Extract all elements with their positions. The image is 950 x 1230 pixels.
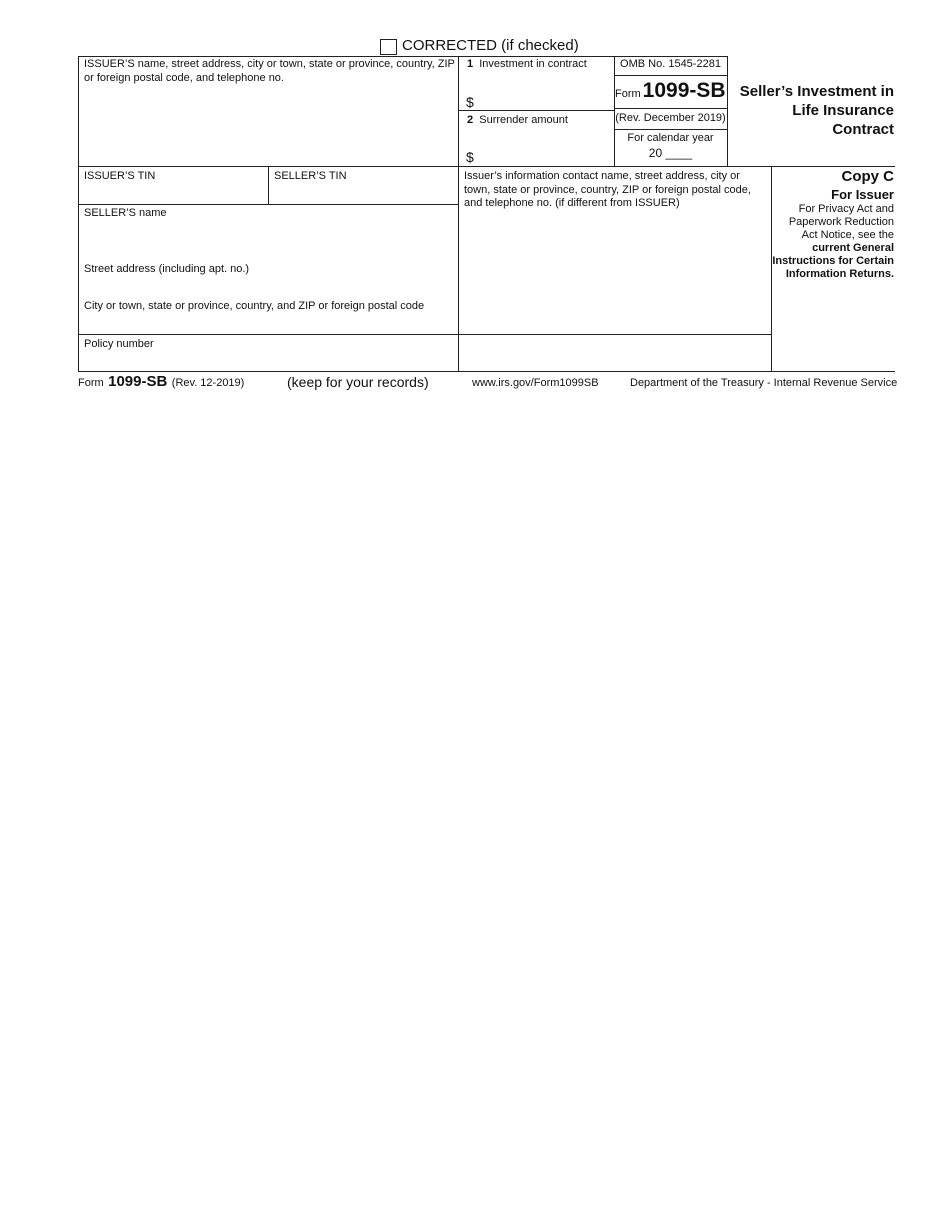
revision-date: (Rev. December 2019) [615, 112, 726, 124]
notice-line-5: Instructions for Certain [772, 255, 894, 267]
issuer-contact-input[interactable] [460, 212, 769, 332]
notice-line-1: For Privacy Act and [798, 203, 894, 215]
footer-department: Department of the Treasury - Internal Revenue Service [630, 377, 898, 389]
issuer-tin-label: ISSUER’S TIN [84, 170, 156, 182]
form-title [727, 82, 894, 139]
notice-line-4: current General [812, 242, 894, 254]
corrected-label: CORRECTED (if checked) [402, 37, 579, 54]
copy-for-label: For Issuer [831, 187, 894, 202]
seller-name-label: SELLER’S name [84, 207, 167, 219]
box1-text: Investment in contract [479, 58, 587, 70]
seller-street-input[interactable] [80, 278, 456, 298]
title-line-1: Seller’s Investment in [739, 83, 894, 100]
seller-city-input[interactable] [80, 315, 456, 332]
box1-currency: $ [466, 94, 474, 110]
issuer-tin-input[interactable] [80, 184, 266, 202]
seller-tin-input[interactable] [270, 184, 456, 202]
issuer-name-address-field[interactable] [80, 86, 456, 164]
policy-number-label: Policy number [84, 338, 154, 350]
copy-notice [771, 168, 894, 281]
box2-text: Surrender amount [479, 114, 568, 126]
form-number-block [615, 79, 726, 103]
box2-currency: $ [466, 149, 474, 165]
box2-label [467, 114, 568, 128]
issuer-name-address-label: ISSUER’S name, street address, city or town, state or province, country, ZIP or foreign postal code, and telephone no. [84, 58, 455, 84]
seller-city-label: City or town, state or province, country, and ZIP or foreign postal code [84, 300, 425, 312]
corrected-checkbox[interactable] [380, 39, 397, 55]
title-line-3: Contract [832, 121, 894, 138]
box2-surrender-input[interactable] [478, 143, 612, 163]
footer-revision: (Rev. 12-2019) [171, 377, 245, 389]
seller-tin-label: SELLER’S TIN [274, 170, 347, 182]
box1-number: 1 [467, 58, 474, 70]
notice-line-3: Act Notice, see the [801, 229, 894, 241]
issuer-contact-label: Issuer’s information contact name, street address, city or town, state or province, country, ZIP or foreign postal code, and telephone no. (if different from ISSUER) [464, 170, 751, 209]
blank-cell-input[interactable] [460, 336, 769, 370]
form-number: 1099-SB [642, 79, 726, 102]
footer-keep: (keep for your records) [287, 374, 429, 390]
notice-line-2: Paperwork Reduction [788, 216, 894, 228]
calendar-year-prefix: 20 [648, 146, 663, 160]
calendar-year-blank: ____ [665, 146, 693, 160]
box1-investment-input[interactable] [478, 88, 612, 108]
seller-street-label: Street address (including apt. no.) [84, 263, 250, 275]
calendar-year-label: For calendar year [627, 132, 714, 144]
policy-number-input[interactable] [80, 352, 456, 370]
box2-number: 2 [467, 114, 474, 126]
footer-url: www.irs.gov/Form1099SB [472, 377, 599, 389]
title-line-2: Life Insurance [792, 102, 894, 119]
omb-number: OMB No. 1545-2281 [620, 58, 721, 70]
footer-form-number: 1099-SB [108, 373, 168, 390]
calendar-year-field[interactable] [614, 147, 727, 161]
footer-form-word: Form [78, 377, 104, 389]
seller-name-input[interactable] [80, 222, 456, 260]
form-word: Form [615, 88, 641, 100]
footer-form-id [78, 373, 244, 391]
notice-line-6: Information Returns. [785, 268, 894, 280]
box1-label [467, 58, 587, 72]
copy-label: Copy C [841, 168, 894, 185]
